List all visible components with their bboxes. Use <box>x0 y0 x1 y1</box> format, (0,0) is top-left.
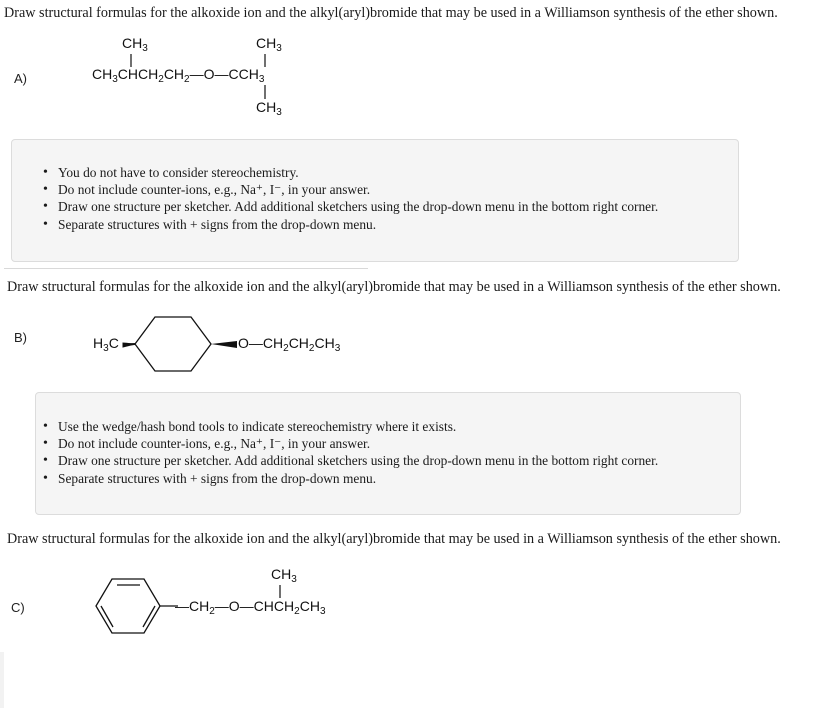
structure-c-top-methyl: $CH_3$ <box>271 566 297 585</box>
structure-a-top-right-methyl: $CH_3$ <box>256 35 282 54</box>
question-c-label: C) <box>11 600 25 615</box>
question-a-label: A) <box>14 71 27 86</box>
note-a-4: • Separate structures with + signs from the drop-down menu. <box>58 216 738 233</box>
note-b-1: • Use the wedge/hash bond tools to indicate stereochemistry where it exists. <box>58 418 740 435</box>
note-b-4: • Separate structures with + signs from the drop-down menu. <box>58 470 740 487</box>
note-b-3: • Draw one structure per sketcher. Add additional sketchers using the drop-down menu in the bottom right corner. <box>58 452 740 469</box>
note-a-2: • Do not include counter-ions, e.g., Na⁺, I⁻, in your answer. <box>58 181 738 198</box>
structure-a-top-left-methyl: $CH_3$ <box>122 35 148 54</box>
note-a-3: • Draw one structure per sketcher. Add additional sketchers using the drop-down menu in the bottom right corner. <box>58 198 738 215</box>
structure-c-chain: $—CH_2—O—CHCH_2CH_3$ <box>175 598 326 617</box>
question-c-prompt: Draw structural formulas for the alkoxide ion and the alkyl(aryl)bromide that may be used in a Williamson synthesis of the ether shown. <box>7 531 781 547</box>
left-scroll-edge <box>0 652 4 708</box>
structure-a-bottom-methyl: $CH_3$ <box>256 99 282 118</box>
question-a-prompt: Draw structural formulas for the alkoxide ion and the alkyl(aryl)bromide that may be used in a Williamson synthesis of the ether shown. <box>4 5 778 21</box>
question-b-label: B) <box>14 330 27 345</box>
structure-b-methyl: $H_3C$ <box>93 335 119 354</box>
structure-a-main-chain: $CH_3CHCH_2CH_2—O—CCH_3$ <box>92 66 265 85</box>
note-b-2: • Do not include counter-ions, e.g., Na⁺, I⁻, in your answer. <box>58 435 740 452</box>
note-a-1: • You do not have to consider stereochemistry. <box>58 164 738 181</box>
structure-b-propoxy: $O—CH_2CH_2CH_3$ <box>238 335 341 354</box>
question-b-prompt: Draw structural formulas for the alkoxide ion and the alkyl(aryl)bromide that may be used in a Williamson synthesis of the ether shown. <box>7 279 781 295</box>
benzene-ring <box>96 579 160 633</box>
